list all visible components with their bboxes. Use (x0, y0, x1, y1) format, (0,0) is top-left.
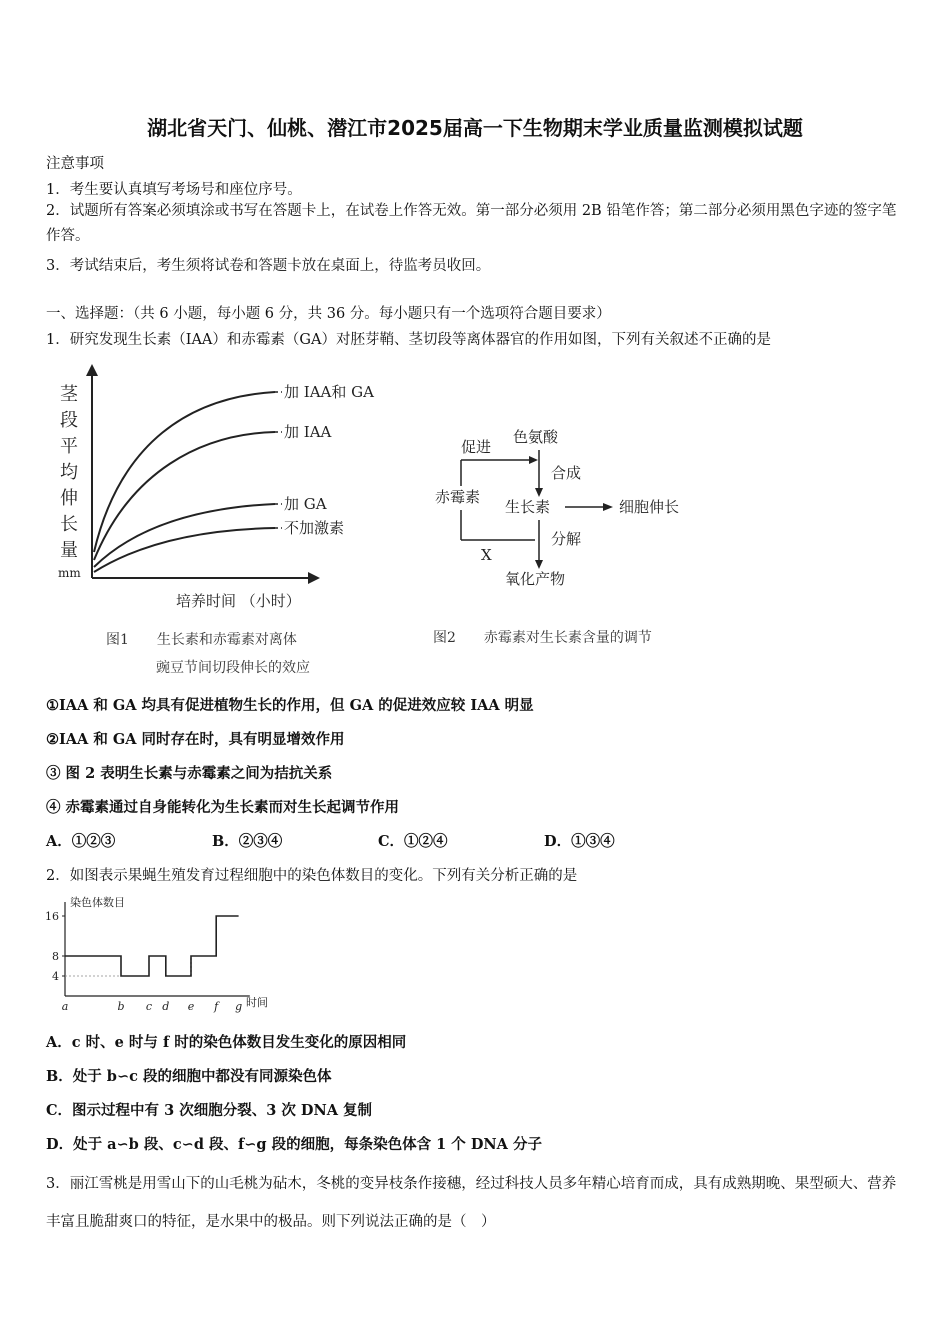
fig2-decompose: 分解 (551, 530, 582, 548)
fig1-ylabel-char: 均 (60, 462, 78, 483)
fig1-y-unit: mm (58, 566, 81, 580)
q1-statement: ②IAA 和 GA 同时存在时，具有明显增效作用 (46, 731, 345, 748)
fig1-ylabel-char: 量 (60, 540, 78, 561)
q1-option-d[interactable]: D．①③④ (544, 833, 615, 850)
fig1-x-arrow (308, 572, 320, 584)
fig1-x-label: 培养时间 （小时） (176, 592, 301, 610)
q1-figure-2 (425, 420, 725, 650)
fig2-oxidation: 氧化产物 (505, 570, 566, 588)
notice-heading: 注意事项 (46, 156, 104, 172)
fig1-ylabel-char: 长 (60, 514, 78, 535)
q1-statement: ①IAA 和 GA 均具有促进植物生长的作用，但 GA 的促进效应较 IAA 明显 (46, 697, 534, 714)
fig2-synthesis: 合成 (551, 464, 582, 482)
fig1-y-arrow (86, 364, 98, 376)
q1-figure-1 (50, 362, 410, 682)
notice-item-1: 1．考生要认真填写考场号和座位序号。 (46, 182, 302, 198)
chart-x-tick-label: e (187, 1000, 195, 1013)
notice-item-3: 3．考试结束后，考生须将试卷和答题卡放在桌面上，待监考员收回。 (46, 258, 491, 274)
fig2-cell-growth: 细胞伸长 (619, 498, 680, 516)
q3-stem-text: 3．丽江雪桃是用雪山下的山毛桃为砧木，冬桃的变异枝条作接穗，经过科技人员多年精心培育而成，具有成熟期晚、果型硕大、营养丰富且脆甜爽口的特征，是水果中的极品。则下列说法正确的是（ ） (46, 1176, 897, 1230)
fig2-auxin: 生长素 (505, 498, 551, 516)
q2-option-a[interactable]: A．c 时、e 时与 f 时的染色体数目发生变化的原因相同 (46, 1034, 407, 1051)
q2-stem: 2．如图表示果蝇生殖发育过程细胞中的染色体数目的变化。下列有关分析正确的是 (46, 868, 578, 884)
chart-ylabel: 染色体数目 (70, 896, 125, 909)
fig1-ylabel-char: 伸 (60, 488, 78, 509)
q1-option-b[interactable]: B．②③④ (212, 833, 283, 850)
chart-y-tick-label: 4 (52, 970, 59, 983)
fig1-label-ga: 加 GA (284, 495, 327, 513)
q1-option-c[interactable]: C．①②④ (378, 833, 448, 850)
fig2-arrow (535, 560, 543, 569)
fig2-promote: 促进 (461, 438, 492, 456)
q1-option-a[interactable]: A．①②③ (46, 833, 116, 850)
fig2-caption: 图2 赤霉素对生长素含量的调节 (433, 630, 652, 646)
q1-options (46, 830, 906, 851)
chart-x-tick-label: d (162, 1000, 170, 1013)
fig1-curve-iaa (94, 432, 275, 560)
chart-x-tick-label: c (145, 1000, 153, 1013)
fig1-curve-none (94, 528, 275, 572)
q2-option-b[interactable]: B．处于 b∽c 段的细胞中都没有同源染色体 (46, 1068, 332, 1085)
fig2-x-label: X (481, 546, 492, 564)
q2-option-c[interactable]: C．图示过程中有 3 次细胞分裂、3 次 DNA 复制 (46, 1102, 373, 1119)
fig1-ylabel-char: 平 (60, 436, 78, 457)
notice-item-2: 2．试题所有答案必须填涂或书写在答题卡上，在试卷上作答无效。第一部分必须用 2B 铅笔作答；第二部分必须用黑色字迹的签字笔作答。 (46, 203, 897, 244)
chart-y-tick-label: 8 (52, 950, 59, 963)
chart-x-tick-label: a (61, 1000, 69, 1013)
section-heading: 一、选择题：（共 6 小题，每小题 6 分，共 36 分。每小题只有一个选项符合题目要求） (46, 306, 611, 322)
chart-x-tick-label: g (235, 1000, 243, 1013)
q2-chart (40, 892, 280, 1014)
q1-stem: 1．研究发现生长素（IAA）和赤霉素（GA）对胚芽鞘、茎切段等离体器官的作用如图，下列有关叙述不正确的是 (46, 332, 771, 348)
fig1-caption: 图1 生长素和赤霉素对离体 (106, 632, 297, 648)
chart-xlabel: 时间 (246, 996, 268, 1009)
fig1-label-iaa-ga: 加 IAA和 GA (284, 383, 374, 401)
chart-x-tick-label: f (214, 1000, 219, 1013)
fig1-caption-2: 豌豆节间切段伸长的效应 (156, 660, 310, 676)
q2-option-d[interactable]: D．处于 a∽b 段、c∽d 段、f∽g 段的细胞，每条染色体含 1 个 DNA 分子 (46, 1136, 542, 1153)
fig1-label-iaa: 加 IAA (284, 423, 332, 441)
fig1-ylabel-char: 茎 (60, 384, 78, 405)
q1-statement: ③ 图 2 表明生长素与赤霉素之间为拮抗关系 (46, 765, 333, 782)
fig2-tryptophan: 色氨酸 (513, 428, 559, 446)
chart-y-tick-label: 16 (45, 910, 59, 923)
fig2-arrow (535, 488, 543, 497)
fig2-arrow (603, 503, 613, 511)
fig2-arrow (529, 456, 538, 464)
chart-x-tick-label: b (117, 1000, 125, 1013)
page-title: 湖北省天门、仙桃、潜江市2025届高一下生物期末学业质量监测模拟试题 (147, 116, 803, 140)
fig1-curve-iaa-ga (94, 392, 275, 552)
fig2-gibberellin: 赤霉素 (435, 488, 481, 506)
chart-series-line (65, 916, 239, 976)
q1-statement: ④ 赤霉素通过自身能转化为生长素而对生长起调节作用 (46, 799, 400, 816)
fig1-ylabel-char: 段 (60, 410, 78, 431)
fig1-label-none: 不加激素 (284, 519, 345, 537)
